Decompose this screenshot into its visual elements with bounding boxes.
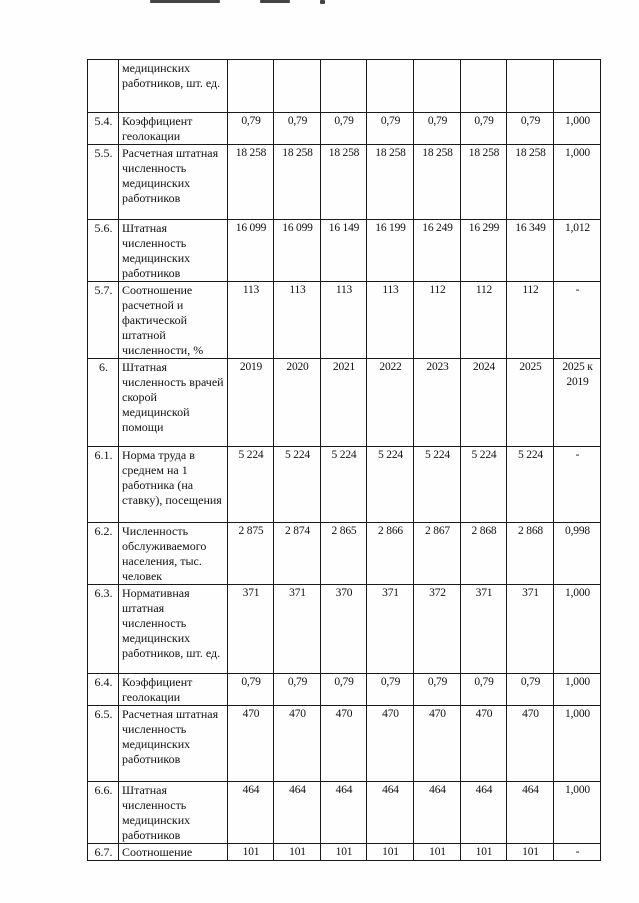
- value-cell: 2 865: [321, 523, 367, 585]
- value-cell: 112: [507, 282, 554, 359]
- value-cell: 18 258: [321, 145, 367, 220]
- value-cell: 371: [228, 585, 274, 674]
- value-cell: 113: [367, 282, 414, 359]
- value-cell: 16 149: [321, 220, 367, 282]
- value-cell: 2020: [274, 359, 321, 447]
- value-cell: 16 349: [507, 220, 554, 282]
- value-cell: 2 868: [461, 523, 507, 585]
- row-label-cell: Коэффициент геолокации: [119, 113, 228, 145]
- staffing-table: [87, 59, 601, 861]
- value-cell: 0,79: [461, 674, 507, 706]
- value-cell: 2024: [461, 359, 507, 447]
- ratio-cell: 1,012: [554, 220, 601, 282]
- row-label-cell: Норма труда в среднем на 1 работника (на ставку), посещения: [119, 447, 228, 523]
- value-cell: 5 224: [228, 447, 274, 523]
- row-number-cell: 6.: [88, 359, 119, 447]
- value-cell: 0,79: [367, 674, 414, 706]
- value-cell: 101: [228, 844, 274, 861]
- value-cell: [274, 60, 321, 113]
- row-number-cell: 6.4.: [88, 674, 119, 706]
- row-number-cell: 6.2.: [88, 523, 119, 585]
- row-label-cell: медицинских работников, шт. ед.: [119, 60, 228, 113]
- value-cell: 0,79: [414, 674, 461, 706]
- table-row: [88, 674, 601, 706]
- value-cell: 0,79: [274, 674, 321, 706]
- value-cell: [414, 60, 461, 113]
- value-cell: 16 099: [228, 220, 274, 282]
- value-cell: 0,79: [321, 674, 367, 706]
- row-label-cell: Численность обслуживаемого населения, тыс. человек: [119, 523, 228, 585]
- value-cell: 470: [414, 706, 461, 782]
- value-cell: 371: [507, 585, 554, 674]
- value-cell: 2 874: [274, 523, 321, 585]
- value-cell: 2022: [367, 359, 414, 447]
- page-top-marks: [150, 0, 410, 6]
- table-row: [88, 359, 601, 447]
- value-cell: 371: [461, 585, 507, 674]
- value-cell: 2 866: [367, 523, 414, 585]
- ratio-cell: -: [554, 282, 601, 359]
- row-label-cell: Расчетная штатная численность медицинских работников: [119, 706, 228, 782]
- row-label-cell: Штатная численность врачей скорой медицинской помощи: [119, 359, 228, 447]
- table-row: [88, 447, 601, 523]
- value-cell: 0,79: [367, 113, 414, 145]
- ratio-cell: 1,000: [554, 674, 601, 706]
- value-cell: 18 258: [461, 145, 507, 220]
- value-cell: 16 099: [274, 220, 321, 282]
- value-cell: 464: [274, 782, 321, 844]
- table-row: [88, 782, 601, 844]
- value-cell: 101: [461, 844, 507, 861]
- ratio-cell: 0,998: [554, 523, 601, 585]
- ratio-cell: -: [554, 447, 601, 523]
- value-cell: 101: [507, 844, 554, 861]
- row-label-cell: Штатная численность медицинских работников: [119, 220, 228, 282]
- ratio-cell: 1,000: [554, 113, 601, 145]
- ratio-cell: 2025 к 2019: [554, 359, 601, 447]
- value-cell: [461, 60, 507, 113]
- value-cell: 101: [321, 844, 367, 861]
- table-row: [88, 706, 601, 782]
- value-cell: 470: [367, 706, 414, 782]
- row-number-cell: 5.5.: [88, 145, 119, 220]
- value-cell: 0,79: [274, 113, 321, 145]
- value-cell: 2 868: [507, 523, 554, 585]
- value-cell: 18 258: [414, 145, 461, 220]
- value-cell: 16 249: [414, 220, 461, 282]
- value-cell: [321, 60, 367, 113]
- value-cell: 5 224: [414, 447, 461, 523]
- value-cell: 470: [228, 706, 274, 782]
- table-row: [88, 282, 601, 359]
- ratio-cell: 1,000: [554, 706, 601, 782]
- value-cell: 5 224: [367, 447, 414, 523]
- value-cell: 464: [414, 782, 461, 844]
- value-cell: 0,79: [321, 113, 367, 145]
- value-cell: 16 199: [367, 220, 414, 282]
- value-cell: 101: [274, 844, 321, 861]
- value-cell: 113: [321, 282, 367, 359]
- value-cell: [507, 60, 554, 113]
- ratio-cell: 1,000: [554, 585, 601, 674]
- row-number-cell: [88, 60, 119, 113]
- value-cell: 470: [321, 706, 367, 782]
- value-cell: 470: [461, 706, 507, 782]
- table-row: [88, 113, 601, 145]
- row-number-cell: 6.5.: [88, 706, 119, 782]
- value-cell: 18 258: [228, 145, 274, 220]
- value-cell: 0,79: [461, 113, 507, 145]
- value-cell: 2 867: [414, 523, 461, 585]
- row-label-cell: Коэффициент геолокации: [119, 674, 228, 706]
- row-number-cell: 5.7.: [88, 282, 119, 359]
- table-row: [88, 60, 601, 113]
- value-cell: [367, 60, 414, 113]
- value-cell: 2021: [321, 359, 367, 447]
- row-number-cell: 5.6.: [88, 220, 119, 282]
- row-number-cell: 6.1.: [88, 447, 119, 523]
- row-label-cell: Штатная численность медицинских работников: [119, 782, 228, 844]
- value-cell: 112: [414, 282, 461, 359]
- value-cell: 370: [321, 585, 367, 674]
- value-cell: 2025: [507, 359, 554, 447]
- ratio-cell: [554, 60, 601, 113]
- ratio-cell: -: [554, 844, 601, 861]
- value-cell: 5 224: [461, 447, 507, 523]
- row-label-cell: Соотношение: [119, 844, 228, 861]
- value-cell: 0,79: [228, 113, 274, 145]
- value-cell: 113: [228, 282, 274, 359]
- value-cell: 101: [367, 844, 414, 861]
- row-label-cell: Расчетная штатная численность медицинских работников: [119, 145, 228, 220]
- value-cell: 464: [507, 782, 554, 844]
- value-cell: 113: [274, 282, 321, 359]
- value-cell: 112: [461, 282, 507, 359]
- value-cell: 371: [367, 585, 414, 674]
- value-cell: 101: [414, 844, 461, 861]
- value-cell: 5 224: [274, 447, 321, 523]
- value-cell: 371: [274, 585, 321, 674]
- value-cell: 464: [461, 782, 507, 844]
- table-row: [88, 523, 601, 585]
- value-cell: 16 299: [461, 220, 507, 282]
- row-number-cell: 6.3.: [88, 585, 119, 674]
- value-cell: 0,79: [228, 674, 274, 706]
- row-number-cell: 5.4.: [88, 113, 119, 145]
- ratio-cell: 1,000: [554, 145, 601, 220]
- value-cell: 372: [414, 585, 461, 674]
- value-cell: 18 258: [274, 145, 321, 220]
- row-label-cell: Соотношение расчетной и фактической штатной численности, %: [119, 282, 228, 359]
- value-cell: [228, 60, 274, 113]
- table-row: [88, 220, 601, 282]
- table-row: [88, 844, 601, 861]
- value-cell: 464: [228, 782, 274, 844]
- table-row: [88, 145, 601, 220]
- ratio-cell: 1,000: [554, 782, 601, 844]
- value-cell: 5 224: [507, 447, 554, 523]
- value-cell: 2023: [414, 359, 461, 447]
- table-row: [88, 585, 601, 674]
- value-cell: 464: [367, 782, 414, 844]
- value-cell: 2019: [228, 359, 274, 447]
- value-cell: 0,79: [414, 113, 461, 145]
- row-number-cell: 6.7.: [88, 844, 119, 861]
- row-number-cell: 6.6.: [88, 782, 119, 844]
- value-cell: 470: [274, 706, 321, 782]
- value-cell: 2 875: [228, 523, 274, 585]
- value-cell: 0,79: [507, 674, 554, 706]
- value-cell: 18 258: [507, 145, 554, 220]
- value-cell: 470: [507, 706, 554, 782]
- value-cell: 464: [321, 782, 367, 844]
- value-cell: 0,79: [507, 113, 554, 145]
- value-cell: 18 258: [367, 145, 414, 220]
- value-cell: 5 224: [321, 447, 367, 523]
- row-label-cell: Нормативная штатная численность медицинских работников, шт. ед.: [119, 585, 228, 674]
